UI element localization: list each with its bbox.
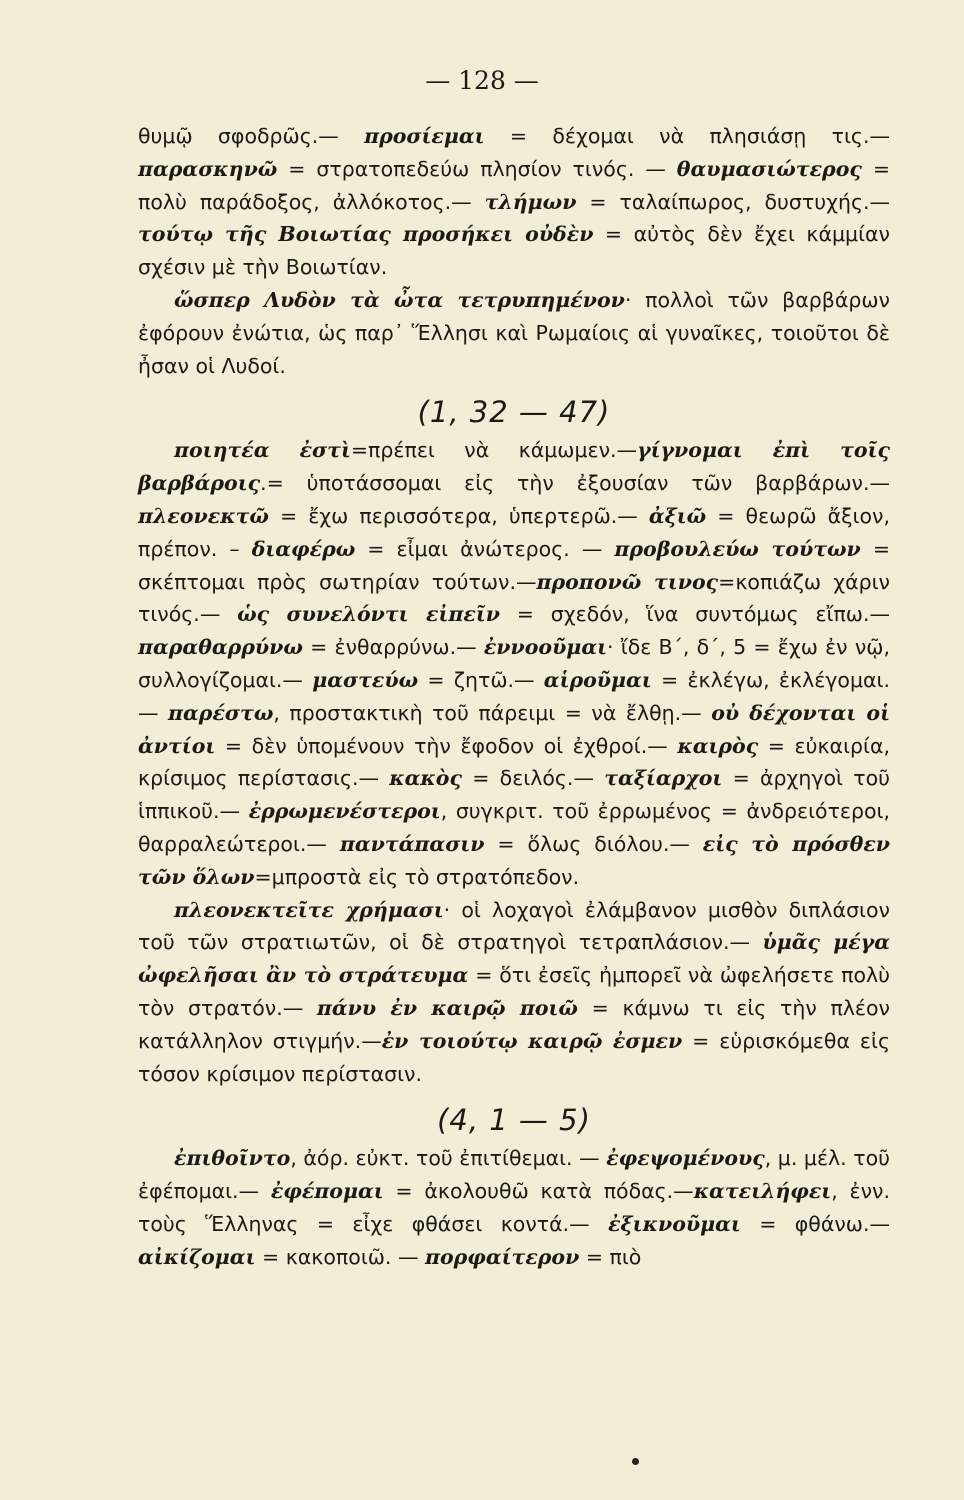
- lemma-term: ἐξικνοῦμαι: [608, 1211, 741, 1236]
- gloss-text: · ἴδε Β΄, δ΄, 5 = ἔχω ἐν νῷ, συλλογίζομαι.—: [138, 635, 890, 692]
- paragraph: [138, 434, 890, 893]
- gloss-text: = δειλός.—: [461, 766, 605, 791]
- gloss-text: = ζητῶ.—: [418, 667, 544, 692]
- paragraph: [138, 1142, 890, 1273]
- paragraph: [138, 120, 890, 284]
- gloss-text: =κοπιάζω χάριν τινός.—: [138, 569, 890, 627]
- paragraph: [138, 284, 890, 382]
- gloss-text: =πρέπει νὰ κάμωμεν.—: [350, 438, 638, 463]
- section-heading: (4, 1 — 5): [437, 1103, 591, 1138]
- lemma-term: ἐρρωμενέστεροι: [248, 799, 441, 824]
- gloss-text: = πολὺ παράδοξος, ἀλλόκοτος.—: [138, 156, 890, 214]
- lemma-term: ἐφέπομαι: [270, 1179, 384, 1204]
- lemma-term: προβουλεύω τούτων: [614, 536, 861, 561]
- lemma-term: μαστεύω: [312, 667, 419, 692]
- gloss-text: = ἐνθαρρύνω.—: [302, 635, 484, 660]
- gloss-text: = εὐκαιρία, κρίσιμος περίστασις.—: [138, 733, 890, 791]
- gloss-text: = ὅτι ἐσεῖς ἠμπορεῖ νὰ ὠφελήσετε πολὺ τὸν στρατόν.—: [138, 963, 890, 1020]
- lemma-term: ταξίαρχοι: [604, 766, 723, 791]
- lemma-term: πλεονεκτῶ: [138, 503, 269, 528]
- gloss-text: , συγκριτ. τοῦ ἐρρωμένος = ἀνδρειότεροι, θαρραλεώτεροι.—: [138, 799, 891, 856]
- gloss-text: = στρατοπεδεύω πλησίον τινός. —: [277, 156, 677, 181]
- paragraph: [138, 894, 890, 1091]
- gloss-text: = πιὸ: [579, 1244, 642, 1269]
- lemma-term: προσίεμαι: [364, 124, 485, 148]
- lemma-term: προπονῶ τινος: [536, 569, 719, 594]
- lemma-term: ἐννοοῦμαι: [483, 635, 608, 660]
- lemma-term: ἐφεψομένους: [606, 1146, 765, 1171]
- lemma-term: ὡς συνελόντι εἰπεῖν: [237, 602, 500, 627]
- gloss-text: , ἀόρ. εὐκτ. τοῦ ἐπιτίθεμαι. —: [290, 1146, 607, 1171]
- lemma-term: τλήμων: [484, 189, 577, 214]
- lemma-term: ποιητέα ἐστὶ: [174, 438, 351, 463]
- gloss-text: =μπροστὰ εἰς τὸ στρατόπεδον.: [254, 864, 580, 889]
- lemma-term: πλεονεκτεῖτε χρήμασι: [174, 897, 444, 922]
- page-number: — 128 —: [425, 66, 539, 95]
- gloss-text: , ἐνν. τοὺς Ἕλληνας = εἶχε φθάσει κοντά.—: [138, 1179, 890, 1236]
- gloss-text: = εὑρισκόμεθα εἰς τόσον κρίσιμον περίστασιν.: [138, 1028, 890, 1086]
- lemma-term: πάνυ ἐν καιρῷ ποιῶ: [316, 995, 578, 1020]
- lemma-term: διαφέρω: [251, 536, 356, 561]
- lemma-term: ἐν τοιούτῳ καιρῷ ἐσμεν: [381, 1028, 683, 1053]
- gloss-text: = ἀρχηγοὶ τοῦ ἱππικοῦ.—: [138, 766, 890, 824]
- lemma-term: παρασκηνῶ: [138, 156, 278, 181]
- lemma-term: κατειλήφει: [693, 1179, 832, 1204]
- gloss-text: · πολλοὶ τῶν βαρβάρων ἐφόρουν ἐνώτια, ὡς παρ᾽ Ἕλλησι καὶ Ρωμαίοις αἱ γυναῖκες, τοιοῦτοι δὲ ἦσαν οἱ Λυδοί.: [138, 287, 890, 378]
- gloss-text: · οἱ λοχαγοὶ ἐλάμβανον μισθὸν διπλάσιον τοῦ τῶν στρατιωτῶν, οἱ δὲ στρατηγοὶ τετραπλάσιον.—: [138, 897, 890, 955]
- gloss-text: = σκέπτομαι πρὸς σωτηρίαν τούτων.—: [138, 536, 890, 594]
- gloss-text: = ταλαίπωρος, δυστυχής.—: [576, 189, 890, 214]
- gloss-text: = θεωρῶ ἄξιον, πρέπον. –: [138, 503, 890, 561]
- gloss-text: = κάμνω τι εἰς τὴν πλέον κατάλληλον στιγμήν.—: [138, 995, 890, 1053]
- lemma-term: εἰς τὸ πρόσθεν τῶν ὅλων: [138, 831, 891, 889]
- gloss-text: = δέχομαι νὰ πλησιάσῃ τις.—: [484, 124, 890, 148]
- gloss-text: = ὅλως διόλου.—: [484, 831, 703, 856]
- body-text: [138, 120, 890, 1274]
- lemma-term: τούτῳ τῆς Βοιωτίας προσήκει οὐδὲν: [138, 222, 594, 247]
- gloss-text: θυμῷ σφοδρῶς.—: [138, 124, 365, 148]
- gloss-text: = φθάνω.—: [740, 1211, 890, 1236]
- lemma-term: παραθαρρύνω: [138, 635, 303, 660]
- gloss-text: = δὲν ὑπομένουν τὴν ἔφοδον οἱ ἐχθροί.—: [215, 733, 678, 758]
- gloss-text: .= ὑποτάσσομαι εἰς τὴν ἐξουσίαν τῶν βαρβάρων.—: [260, 471, 890, 496]
- lemma-term: οὐ δέχονται οἱ ἀντίοι: [138, 700, 890, 758]
- gloss-text: , μ. μέλ. τοῦ ἐφέπομαι.—: [138, 1146, 890, 1204]
- lemma-term: αἰκίζομαι: [138, 1244, 256, 1269]
- gloss-text: = εἶμαι ἀνώτερος. —: [355, 536, 615, 561]
- gloss-text: = ἀκολουθῶ κατὰ πόδας.—: [383, 1179, 694, 1204]
- gloss-text: = ἔχω περισσότερα, ὑπερτερῶ.—: [268, 503, 649, 528]
- section-heading: (1, 32 — 47): [417, 395, 611, 430]
- lemma-term: ἀξιῶ: [648, 503, 707, 528]
- ink-dot: [632, 1458, 639, 1465]
- gloss-text: = ἐκλέγω, ἐκλέγομαι.—: [138, 667, 890, 725]
- lemma-term: ὥσπερ Λυδὸν τὰ ὦτα τετρυπημένον: [174, 287, 625, 312]
- lemma-term: ὑμᾶς μέγα ὠφελῆσαι ἂν τὸ στράτευμα: [138, 930, 890, 988]
- gloss-text: , προστακτικὴ τοῦ πάρειμι = νὰ ἔλθῃ.—: [273, 700, 712, 725]
- lemma-term: ἐπιθοῖντο: [174, 1146, 291, 1171]
- lemma-term: αἱροῦμαι: [543, 667, 652, 692]
- gloss-text: = σχεδόν, ἵνα συντόμως εἴπω.—: [499, 602, 890, 627]
- gloss-text: = κακοποιῶ. —: [255, 1244, 425, 1269]
- gloss-text: = αὐτὸς δὲν ἔχει κάμμίαν σχέσιν μὲ τὴν Βοιωτίαν.: [138, 222, 890, 280]
- lemma-term: θαυμασιώτερος: [676, 156, 862, 181]
- lemma-term: πορφαίτερον: [424, 1244, 580, 1269]
- lemma-term: παντάπασιν: [339, 831, 485, 856]
- lemma-term: καιρὸς: [677, 733, 759, 758]
- lemma-term: παρέστω: [168, 700, 274, 725]
- lemma-term: γίγνομαι ἐπὶ τοῖς βαρβάροις: [138, 438, 890, 496]
- lemma-term: κακὸς: [389, 766, 462, 791]
